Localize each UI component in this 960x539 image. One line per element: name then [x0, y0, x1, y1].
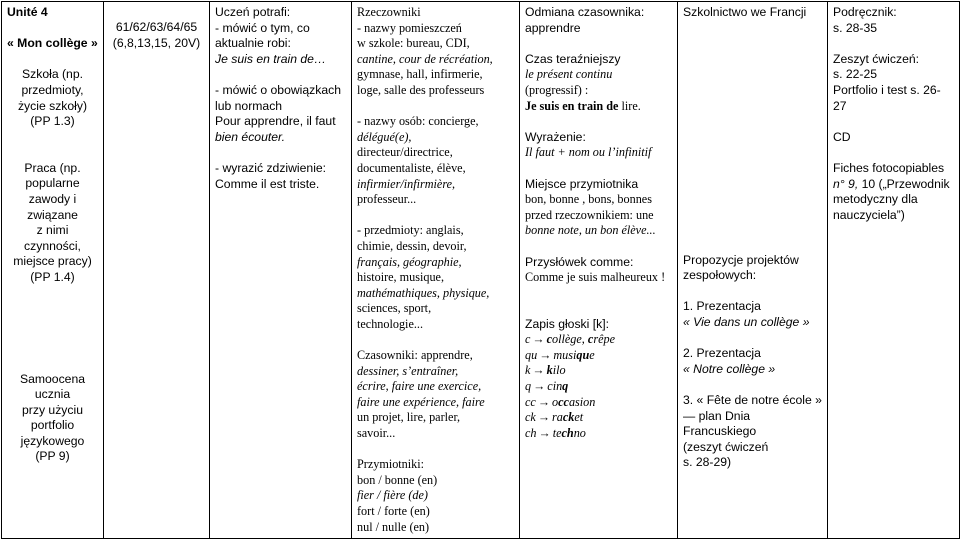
example-highlight: qu — [576, 347, 590, 362]
grapheme: ck — [525, 410, 536, 425]
grapheme: k — [525, 363, 531, 378]
example-part: asion — [568, 394, 596, 409]
example-part: no — [573, 425, 586, 440]
arrow-icon: → — [532, 363, 545, 378]
example-highlight: q — [562, 379, 569, 394]
phoneme-list — [525, 332, 672, 441]
example-part: rêpe — [593, 332, 615, 347]
grammar-column: Odmiana czasownika: apprendre Czas teraźniejszy le présent continu (progressif) : Je suis en train de lire. Wyrażenie: Il faut + nom ou l’infinitif Miejsce przymiotnika bon, bonne , bons, bonnes przed rzeczownikiem: une bonne note, un bon élève... Przysłówek comme: Comme je suis malheureux ! Zapis głoski [k]: c → collège, crêpe qu → musique k → kilo q → cinq cc → occasion ck → racket ch → techno — [520, 2, 678, 539]
pages-numbers: 61/62/63/64/65 — [115, 20, 198, 34]
example-part: ollège, — [552, 332, 588, 347]
example-part: musi — [553, 347, 577, 362]
unit-number: Unité 4 — [7, 5, 48, 19]
phoneme-row — [525, 379, 672, 395]
example-part: e — [589, 347, 595, 362]
phoneme-row — [525, 410, 672, 426]
phoneme-row — [525, 426, 672, 442]
example-highlight: ch — [561, 425, 574, 440]
example-highlight: c — [546, 332, 553, 347]
topic-work: Praca (np. popularne zawody i związane z nimi czynności, miejsce pracy) (PP 1.4) — [13, 160, 92, 284]
arrow-icon: → — [532, 332, 545, 347]
example-part: et — [574, 410, 584, 425]
unit-column — [2, 2, 104, 539]
phoneme-row — [525, 332, 672, 348]
topic-school: Szkoła (np. przedmioty, życie szkoły) (PP 1.3) — [17, 67, 88, 129]
example-part: cin — [547, 379, 563, 394]
grapheme: cc — [525, 394, 536, 409]
vocabulary-column: Rzeczowniki - nazwy pomieszczeń w szkole: bureau, CDI, cantine, cour de récréation, gymnase, hall, infirmerie, loge, salle des professeurs - nazwy osób: concierge, délégué(e), directeur/directrice, documentaliste, élève, infirmier/infirmière, professeur... - przedmioty: anglais, chimie, dessin, devoir, français, géographie, histoire, musique, mathémathiques, physique, sciences, sport, technologie... Czasowniki: apprendre, dessiner, s’entraîner, écrire, faire une exercice, faire une expérience, faire un projet, lire, parler, savoir... Przymiotniki: bon / bonne (en) fier / fière (de) fort / forte (en) nul / nulle (en) — [352, 2, 520, 539]
arrow-icon: → — [537, 410, 551, 425]
grapheme: ch — [525, 425, 537, 440]
topic-self-evaluation: Samoocena ucznia przy użyciu portfolio językowego (PP 9) — [19, 371, 86, 464]
materials-column: Podręcznik: s. 28-35 Zeszyt ćwiczeń: s. 22-25 Portfolio i test s. 26- 27 CD Fiches fotocopiables n° 9, 10 („Przewodnik metodyczny dla nauczyciela”) — [828, 2, 960, 539]
phoneme-row — [525, 395, 672, 411]
curriculum-table — [1, 1, 960, 539]
arrow-icon: → — [539, 347, 552, 362]
phoneme-row — [525, 363, 672, 379]
example-part: ilo — [552, 363, 566, 378]
example-highlight: cc — [558, 394, 569, 409]
example-part: te — [552, 425, 562, 440]
grapheme: c — [525, 332, 531, 347]
example-part: ra — [552, 410, 563, 425]
pages-exercises: (6,8,13,15, 20V) — [112, 35, 201, 50]
skills-column: Uczeń potrafi: - mówić o tym, co aktualnie robi: Je suis en train de… - mówić o obowiązkach lub normach Pour apprendre, il faut bien écouter. - wyrazić zdziwienie: Comme il est triste. — [210, 2, 352, 539]
example-part: o — [552, 394, 559, 409]
example-highlight: ck — [562, 410, 575, 425]
example-highlight: c — [587, 332, 594, 347]
example-highlight: k — [546, 363, 553, 378]
pages-column — [104, 2, 210, 539]
phoneme-row — [525, 348, 672, 364]
culture-column: Szkolnictwo we Francji Propozycje projektów zespołowych: 1. Prezentacja « Vie dans un collège » 2. Prezentacja « Notre collège » 3. « Fête de notre école » — plan Dnia Francuskiego (zeszyt ćwiczeń s. 28-29) — [678, 2, 828, 539]
arrow-icon: → — [533, 379, 546, 394]
arrow-icon: → — [538, 425, 551, 440]
table-row — [2, 2, 960, 539]
unit-title: « Mon collège » — [7, 36, 98, 51]
grapheme: qu — [525, 347, 538, 362]
grapheme: q — [525, 379, 532, 394]
arrow-icon: → — [537, 394, 551, 409]
